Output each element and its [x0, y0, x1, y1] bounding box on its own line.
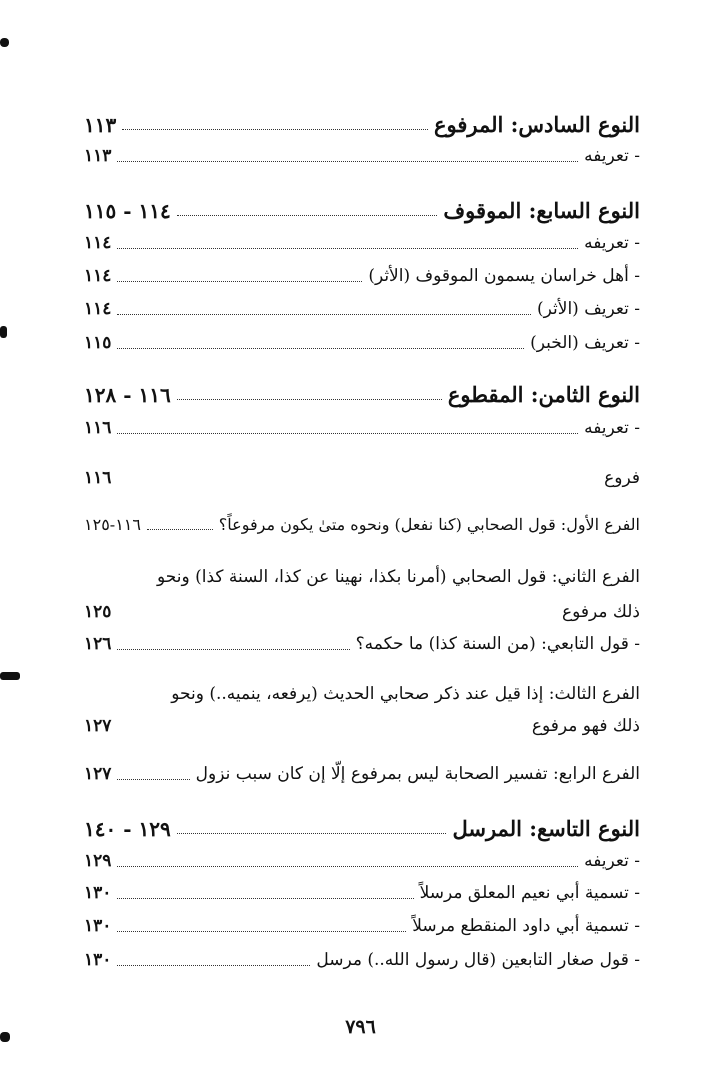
toc-entry	[84, 233, 640, 253]
toc-label: - تعريف (الأثر)	[537, 299, 640, 319]
toc-entry-line1	[84, 566, 640, 589]
toc-label: - تعريفه	[584, 146, 640, 166]
dot-leader	[117, 779, 189, 780]
toc-label: - تعريف (الخبر)	[530, 333, 640, 353]
dot-leader	[177, 215, 438, 216]
toc-page-ref: ١٢٩ - ١٤٠	[84, 817, 171, 841]
dot-leader	[117, 866, 578, 867]
toc-page-ref: ١٣٠	[84, 916, 112, 936]
toc-entry	[84, 418, 640, 438]
toc-entry	[84, 146, 640, 166]
toc-page-ref: ١٢٥	[84, 602, 112, 622]
toc-label: الفرع الرابع: تفسير الصحابة ليس بمرفوع إلّا إن كان سبب نزول	[195, 764, 640, 784]
toc-page-ref: ١١٦-١٢٥	[84, 515, 141, 534]
toc-entry	[84, 716, 640, 736]
toc-label: - تعريفه	[584, 233, 640, 253]
toc-page-ref: ١٢٧	[84, 716, 112, 736]
dot-leader	[117, 314, 531, 315]
dot-leader	[177, 833, 447, 834]
toc-entry	[84, 266, 640, 286]
dot-leader	[117, 649, 349, 650]
page-number: ٧٩٦	[345, 1016, 376, 1038]
toc-entry	[84, 764, 640, 784]
toc-label: ذلك فهو مرفوع	[531, 716, 640, 736]
toc-page-ref: ١١٤	[84, 299, 112, 319]
toc-entry	[84, 634, 640, 654]
toc-page-ref: ١١٦ - ١٢٨	[84, 383, 171, 407]
toc-label: النوع التاسع: المرسل	[452, 816, 640, 841]
toc-page-ref: ١٢٧	[84, 764, 112, 784]
toc-page-ref: ١٢٦	[84, 634, 112, 654]
toc-entry	[84, 950, 640, 970]
toc-entry	[84, 883, 640, 903]
toc-entry	[84, 299, 640, 319]
toc-label: النوع الثامن: المقطوع	[447, 382, 640, 407]
toc-label: الفرع الثاني: قول الصحابي (أمرنا بكذا، نهينا عن كذا، السنة كذا) ونحو	[157, 567, 640, 587]
toc-page-ref: ١١٤ - ١١٥	[84, 199, 171, 223]
dot-leader	[117, 348, 524, 349]
toc-label: الفرع الثالث: إذا قيل عند ذكر صحابي الحديث (يرفعه، ينميه..) ونحو	[171, 684, 640, 704]
dot-leader	[177, 399, 442, 400]
dot-leader	[117, 248, 578, 249]
toc-entry	[84, 916, 640, 936]
toc-label: - قول التابعي: (من السنة كذا) ما حكمه؟	[355, 634, 640, 654]
toc-label: - قول صغار التابعين (قال رسول الله..) مرسل	[316, 950, 640, 970]
dot-leader	[117, 281, 362, 282]
toc-label: النوع السادس: المرفوع	[433, 112, 640, 137]
toc-entry-branches	[84, 468, 640, 488]
toc-label: فروع	[604, 468, 640, 488]
dot-leader	[117, 898, 413, 899]
toc-page-ref: ١١٣	[84, 146, 112, 166]
toc-page-ref: ١٣٠	[84, 883, 112, 903]
scan-mark	[0, 326, 7, 338]
toc-label: - أهل خراسان يسمون الموقوف (الأثر)	[368, 266, 640, 286]
dot-leader	[122, 129, 428, 130]
toc-label: الفرع الأول: قول الصحابي (كنا نفعل) ونحوه متىٰ يكون مرفوعاً؟	[218, 515, 640, 534]
toc-entry	[84, 333, 640, 353]
toc-label: - تعريفه	[584, 851, 640, 871]
toc-page-ref: ١١٤	[84, 233, 112, 253]
toc-label: النوع السابع: الموقوف	[443, 198, 640, 223]
dot-leader	[117, 161, 578, 162]
toc-label: - تسمية أبي نعيم المعلق مرسلاً	[419, 883, 640, 903]
toc-heading-type-6	[84, 112, 640, 137]
toc-heading-type-9	[84, 816, 640, 841]
toc-page-ref: ١١٤	[84, 266, 112, 286]
dot-leader	[117, 433, 578, 434]
dot-leader	[117, 931, 406, 932]
toc-page-ref: ١٢٩	[84, 851, 112, 871]
toc-heading-type-7	[84, 198, 640, 223]
scan-mark	[0, 672, 20, 680]
toc-page-ref: ١١٦	[84, 418, 112, 438]
scan-mark	[0, 38, 9, 47]
toc-page-ref: ١١٥	[84, 333, 112, 353]
toc-entry	[84, 602, 640, 622]
toc-label: ذلك مرفوع	[561, 602, 640, 622]
toc-entry-line1	[84, 683, 640, 706]
toc-label: - تعريفه	[584, 418, 640, 438]
toc-entry	[84, 851, 640, 871]
toc-entry	[84, 515, 640, 534]
toc-heading-type-8	[84, 382, 640, 407]
toc-label: - تسمية أبي داود المنقطع مرسلاً	[412, 916, 640, 936]
toc-page-ref: ١٣٠	[84, 950, 112, 970]
toc-page-ref: ١١٦	[84, 468, 112, 488]
toc-page-ref: ١١٣	[84, 113, 117, 137]
dot-leader	[147, 529, 213, 530]
dot-leader	[117, 965, 310, 966]
